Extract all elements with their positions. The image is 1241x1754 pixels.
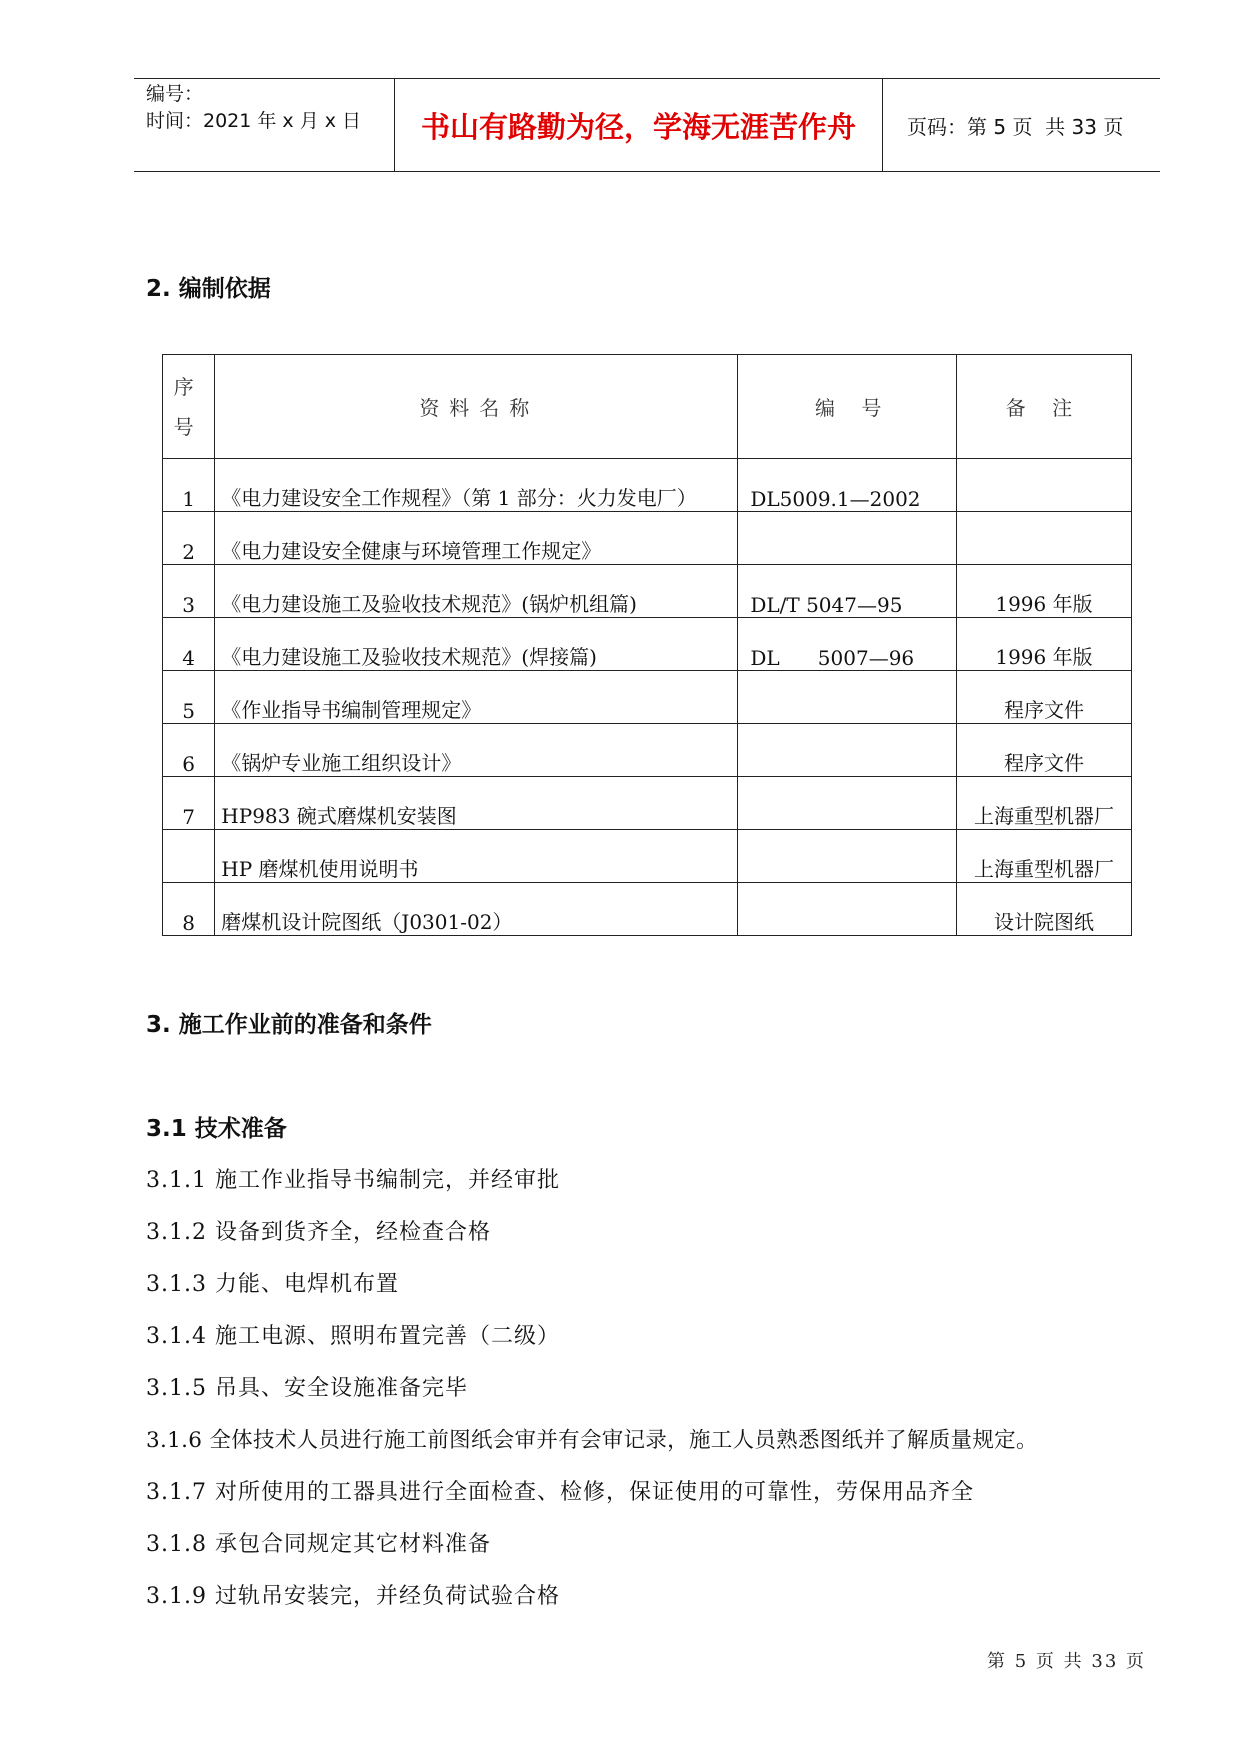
row-no: 7: [163, 777, 215, 830]
row-name: 《锅炉专业施工组织设计》: [215, 724, 738, 777]
section-3-title: 3. 施工作业前的准备和条件: [146, 1012, 432, 1038]
header-note: 备 注: [956, 355, 1131, 459]
row-code: DL/T 5047—95: [738, 565, 957, 618]
page-footer: 第 5 页 共 33 页: [987, 1651, 1146, 1672]
row-code: [738, 512, 957, 565]
row-no: 8: [163, 883, 215, 936]
row-name: 《电力建设施工及验收技术规范》(焊接篇): [215, 618, 738, 671]
header-page-label: [893, 79, 1155, 171]
row-name: 《电力建设安全工作规程》（第 1 部分：火力发电厂）: [215, 459, 738, 512]
table-row: [163, 618, 1132, 671]
row-note: 上海重型机器厂: [956, 830, 1131, 883]
number-label: 编号：: [146, 83, 204, 105]
section-2-title: 2. 编制依据: [146, 276, 271, 302]
header-code: 编 号: [738, 355, 957, 459]
row-name: 磨煤机设计院图纸（J0301-02）: [215, 883, 738, 936]
row-name: 《电力建设施工及验收技术规范》(锅炉机组篇): [215, 565, 738, 618]
header-no-line1: 序: [173, 374, 204, 399]
list-item: 3.1.4 施工电源、照明布置完善（二级）: [146, 1324, 560, 1349]
table-row: [163, 724, 1132, 777]
row-code: [738, 671, 957, 724]
row-name: 《作业指导书编制管理规定》: [215, 671, 738, 724]
section-3-1-title: 3.1 技术准备: [146, 1116, 287, 1142]
header-name: 资料名称: [215, 355, 738, 459]
row-no: 3: [163, 565, 215, 618]
row-note: 程序文件: [956, 724, 1131, 777]
motto: 书山有路勤为径，学海无涯苦作舟: [394, 79, 883, 171]
row-note: 上海重型机器厂: [956, 777, 1131, 830]
list-item: 3.1.8 承包合同规定其它材料准备: [146, 1532, 491, 1557]
table-row: [163, 459, 1132, 512]
reference-table: [162, 354, 1132, 936]
page-label-text: 页码：第 5 页 共 33 页: [907, 114, 1124, 139]
list-item: 3.1.2 设备到货齐全，经检查合格: [146, 1220, 491, 1245]
row-code: DL 5007—96: [738, 618, 957, 671]
row-name: HP983 碗式磨煤机安装图: [215, 777, 738, 830]
table-row: [163, 512, 1132, 565]
table-row: [163, 830, 1132, 883]
row-no: 4: [163, 618, 215, 671]
row-note: 设计院图纸: [956, 883, 1131, 936]
row-code: DL5009.1—2002: [738, 459, 957, 512]
row-code: [738, 830, 957, 883]
list-item: 3.1.7 对所使用的工器具进行全面检查、检修，保证使用的可靠性，劳保用品齐全: [146, 1480, 974, 1505]
row-no: 6: [163, 724, 215, 777]
row-note: [956, 459, 1131, 512]
page-header: [134, 78, 1160, 172]
list-item: 3.1.5 吊具、安全设施准备完毕: [146, 1376, 468, 1401]
row-name: 《电力建设安全健康与环境管理工作规定》: [215, 512, 738, 565]
row-note: 1996 年版: [956, 565, 1131, 618]
row-no: [163, 830, 215, 883]
table-row: [163, 883, 1132, 936]
table-row: [163, 565, 1132, 618]
list-item: 3.1.9 过轨吊安装完，并经负荷试验合格: [146, 1584, 560, 1609]
table-row: [163, 671, 1132, 724]
row-note: 程序文件: [956, 671, 1131, 724]
row-note: [956, 512, 1131, 565]
row-name: HP 磨煤机使用说明书: [215, 830, 738, 883]
row-code: [738, 724, 957, 777]
row-no: 1: [163, 459, 215, 512]
list-item: 3.1.1 施工作业指导书编制完，并经审批: [146, 1168, 560, 1193]
row-code: [738, 883, 957, 936]
header-no-line2: 号: [173, 414, 204, 439]
header-left: [146, 79, 396, 173]
list-item: 3.1.3 力能、电焊机布置: [146, 1272, 399, 1297]
row-note: 1996 年版: [956, 618, 1131, 671]
row-code: [738, 777, 957, 830]
row-no: 5: [163, 671, 215, 724]
time-label: 时间：2021 年 x 月 x 日: [146, 110, 362, 132]
header-no: [163, 355, 215, 459]
table-row: [163, 777, 1132, 830]
list-item: 3.1.6 全体技术人员进行施工前图纸会审并有会审记录，施工人员熟悉图纸并了解质量规定。: [146, 1428, 1038, 1453]
row-no: 2: [163, 512, 215, 565]
table-header-row: [163, 355, 1132, 459]
